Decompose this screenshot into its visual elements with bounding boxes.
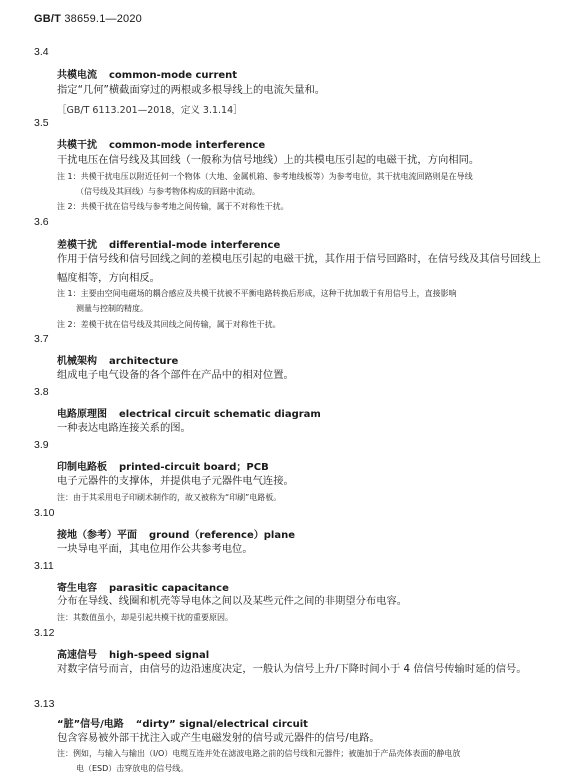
term-definition: 组成电子电气设备的各个部件在产品中的相对位置。 (57, 369, 294, 381)
clause-number: 3.13 (34, 698, 55, 710)
term-english: high-speed signal (109, 650, 210, 661)
term-heading (57, 526, 295, 541)
term-chinese: 印制电路板 (57, 462, 107, 473)
term-english: parasitic capacitance (109, 583, 229, 594)
term-english: electrical circuit schematic diagram (119, 409, 321, 420)
note-line: 注 1：共模干扰电压以附近任何一个物体（大地、金属机箱、参考地线板等）为参考电位，其干扰电流回路则是在导线 (57, 172, 473, 181)
term-definition: 干扰电压在信号线及其回线（一般称为信号地线）上的共模电压引起的电磁干扰，方向相同。 (57, 154, 480, 166)
note-line: 测量与控制的精度。 (76, 304, 148, 313)
term-definition: 指定“几何”横截面穿过的两根或多根导线上的电流矢量和。 (57, 84, 326, 96)
term-heading (57, 458, 269, 473)
term-heading (57, 66, 237, 81)
term-heading (57, 715, 308, 730)
clause-number: 3.10 (34, 507, 55, 519)
term-definition: 对数字信号而言，由信号的边沿速度决定，一般认为信号上升/下降时间小于 4 倍信号传输时延的信号。 (57, 663, 527, 675)
source-reference: ［GB/T 6113.201—2018，定义 3.1.14］ (57, 105, 243, 116)
term-definition: 分布在导线、线圈和机壳等导电体之间以及某些元件之间的非期望分布电容。 (57, 595, 408, 607)
note-line: 注：其数值虽小，却是引起共模干扰的重要原因。 (57, 613, 233, 622)
term-chinese: 差模干扰 (57, 240, 97, 251)
term-chinese: 高速信号 (57, 650, 97, 661)
standard-prefix: GB/T (34, 13, 62, 25)
note-line: 注 2：共模干扰在信号线与参考地之间传输，属于不对称性干扰。 (57, 202, 289, 211)
term-heading (57, 352, 178, 367)
term-definition: 一块导电平面，其电位用作公共参考电位。 (57, 543, 253, 555)
term-english: differential-mode interference (109, 240, 281, 251)
term-chinese: 共模干扰 (57, 140, 97, 151)
term-english: common-mode current (109, 70, 238, 81)
note-line: 注 2：差模干扰在信号线及其回线之间传输，属于对称性干扰。 (57, 320, 281, 329)
term-heading (57, 236, 280, 251)
note-line: 注 1：主要由空间电磁场的耦合感应及共模干扰被不平衡电路转换后形成，这种干扰加载于有用信号上，直接影响 (57, 289, 457, 298)
clause-number: 3.4 (34, 46, 49, 58)
term-definition: 电子元器件的支撑体，并提供电子元器件电气连接。 (57, 475, 294, 487)
clause-number: 3.8 (34, 386, 49, 398)
term-heading (57, 646, 209, 661)
standard-code: 38659.1—2020 (64, 13, 142, 25)
clause-number: 3.12 (34, 627, 55, 639)
term-definition: 一种表达电路连接关系的图。 (57, 422, 191, 434)
clause-number: 3.5 (34, 117, 49, 129)
term-english: ground（reference）plane (149, 530, 295, 541)
term-chinese: 共模电流 (57, 70, 97, 81)
clause-number: 3.11 (34, 560, 54, 572)
term-definition: 包含容易被外部干扰注入或产生电磁发射的信号或元器件的信号/电路。 (57, 732, 380, 744)
clause-number: 3.6 (34, 216, 49, 228)
clause-number: 3.7 (34, 333, 49, 345)
term-chinese: 电路原理图 (57, 409, 107, 420)
page-header (34, 13, 142, 25)
note-line: 注：由于其采用电子印刷术制作的，故又被称为“印刷”电路板。 (57, 493, 282, 502)
term-chinese: 机械架构 (57, 356, 97, 367)
term-chinese: 寄生电容 (57, 583, 97, 594)
term-chinese: 接地（参考）平面 (57, 530, 137, 541)
note-line: 电（ESD）击穿放电的信号线。 (76, 764, 189, 773)
term-english: “dirty” signal/electrical circuit (135, 719, 308, 730)
term-heading (57, 136, 265, 151)
term-english: common-mode interference (109, 140, 266, 151)
term-heading (57, 405, 321, 420)
clause-number: 3.9 (34, 439, 49, 451)
term-chinese: “脏”信号/电路 (57, 719, 124, 730)
note-line: （信号线及其回线）与参考物体构成的回路中流动。 (76, 187, 260, 196)
term-english: architecture (109, 356, 179, 367)
term-definition: 作用于信号线和信号回线之间的差模电压引起的电磁干扰，其作用于信号回路时，在信号线及其信号回线上幅度相等，方向相反。 (57, 253, 541, 284)
note-line: 注：例如，与输入与输出（I/O）电缆互连并处在滤波电路之前的信号线和元器件；被施加于产品壳体表面的静电放 (57, 749, 461, 758)
term-english: printed-circuit board；PCB (119, 462, 269, 473)
